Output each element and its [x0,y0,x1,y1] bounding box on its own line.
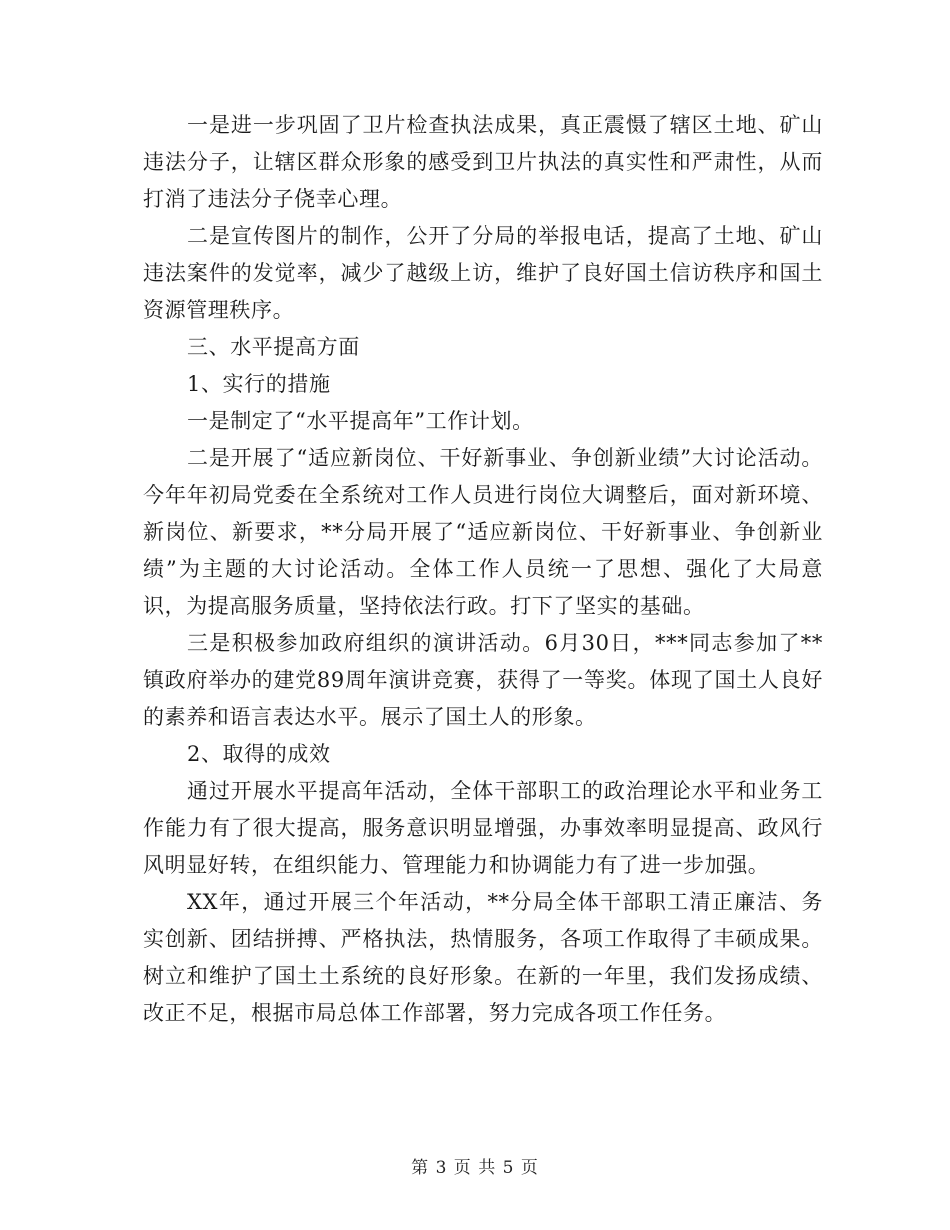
paragraph-2: 二是宣传图片的制作，公开了分局的举报电话，提高了土地、矿山违法案件的发觉率，减少了越级上访，维护了良好国土信访秩序和国土资源管理秩序。 [143,224,823,322]
paragraph-discussion: 二是开展了“适应新岗位、干好新事业、争创新业绩”大讨论活动。今年年初局党委在全系统对工作人员进行岗位大调整后，面对新环境、新岗位、新要求，**分局开展了“适应新岗位、干好新事业、争创新业绩”为主题的大讨论活动。全体工作人员统一了思想、强化了大局意识，为提高服务质量，坚持依法行政。打下了坚实的基础。 [143,446,823,618]
paragraph-1: 一是进一步巩固了卫片检查执法成果，真正震慑了辖区土地、矿山违法分子，让辖区群众形象的感受到卫片执法的真实性和严肃性，从而打消了违法分子侥幸心理。 [143,113,823,211]
paragraph-speech: 三是积极参加政府组织的演讲活动。6月30日，***同志参加了**镇政府举办的建党89周年演讲竞赛，获得了一等奖。体现了国土人良好的素养和语言表达水平。展示了国土人的形象。 [143,631,823,729]
document-body [143,107,823,1032]
paragraph-results: 通过开展水平提高年活动，全体干部职工的政治理论水平和业务工作能力有了很大提高，服务意识明显增强，办事效率明显提高、政风行风明显好转，在组织能力、管理能力和协调能力有了进一步加强。 [143,779,823,877]
subheading-results: 2、取得的成效 [187,742,331,766]
paragraph-summary: XX年，通过开展三个年活动，**分局全体干部职工清正廉洁、务实创新、团结拼搏、严格执法，热情服务，各项工作取得了丰硕成果。树立和维护了国土土系统的良好形象。在新的一年里，我们发扬成绩、改正不足，根据市局总体工作部署，努力完成各项工作任务。 [143,890,823,1025]
subheading-measures: 1、实行的措施 [187,372,331,396]
page-number-footer: 第 3 页 共 5 页 [411,1158,539,1178]
paragraph-plan: 一是制定了“水平提高年”工作计划。 [187,409,534,433]
section-heading-3: 三、水平提高方面 [187,335,360,359]
